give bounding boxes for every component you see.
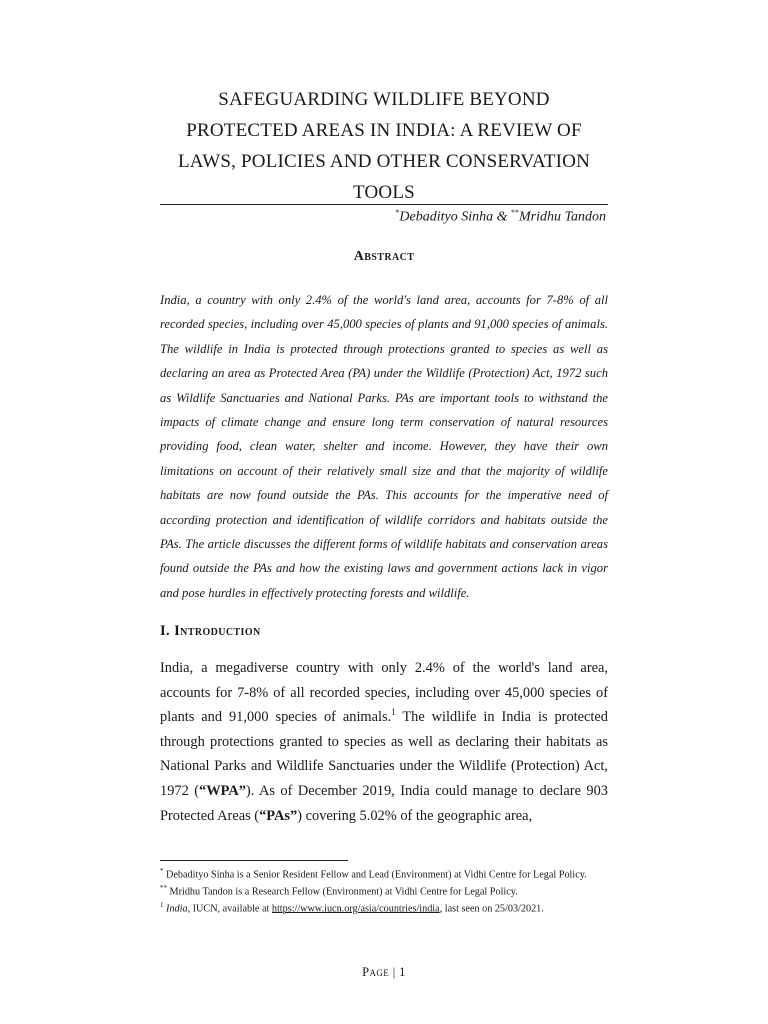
intro-text-part3: ). As of December 2019, India could manage to declare 903 Protected Areas ( xyxy=(160,782,608,824)
defined-term-wpa: “WPA” xyxy=(199,782,246,799)
footnote-url-link[interactable]: https://www.iucn.org/asia/countries/india xyxy=(271,903,440,915)
footnote-item xyxy=(160,899,608,916)
footnote-item xyxy=(160,882,608,899)
footnote-mark: ** xyxy=(160,883,167,892)
title-line: SAFEGUARDING WILDLIFE BEYOND xyxy=(218,89,550,110)
title-line: LAWS, POLICIES AND OTHER CONSERVATION xyxy=(178,151,590,172)
title-line: TOOLS xyxy=(353,182,415,203)
footnote-reference-1[interactable]: 1 xyxy=(391,707,396,718)
intro-text-part2: The wildlife in India is protected through protections granted to species as well as declaring their habitats as National Parks and Wildlife Sanctuaries under the Wildlife (Protection) Act, 1972 ( xyxy=(160,709,608,799)
page-number: 1 xyxy=(399,965,406,979)
document-title xyxy=(160,84,608,208)
footnote-text: Mridhu Tandon is a Research Fellow (Environment) at Vidhi Centre for Legal Policy. xyxy=(167,886,518,898)
abstract-paragraph: India, a country with only 2.4% of the world's land area, accounts for 7-8% of all recorded species, including over 45,000 species of plants and 91,000 species of animals. The wildlife in India is protected through protections granted to species as well as declaring an area as Protected Area (PA) under the Wildlife (Protection) Act, 1972 such as Wildlife Sanctuaries and National Parks. PAs are important tools to withstand the impacts of climate change and ensure long term conservation of natural resources providing food, clean water, shelter and income. However, they have their own limitations on account of their relatively small size and that the majority of wildlife habitats are now found outside the PAs. This accounts for the imperative need of according protection and identification of wildlife corridors and habitats outside the PAs. The article discusses the different forms of wildlife habitats and conservation areas found outside the PAs and how the existing laws and government actions lack in vigor and pose hurdles in effectively protecting forests and wildlife. xyxy=(160,293,608,600)
title-divider xyxy=(160,204,608,205)
author-byline xyxy=(395,208,606,226)
intro-text-part4: ) covering 5.02% of the geographic area, xyxy=(297,807,533,824)
footnote-divider xyxy=(160,860,348,861)
author-separator: & xyxy=(493,209,511,225)
footnotes xyxy=(160,865,608,916)
footnote-text: , IUCN, available at xyxy=(187,903,272,915)
abstract-heading: Abstract xyxy=(353,249,415,264)
author2-footnote-mark: ** xyxy=(510,208,519,217)
intro-text-part1: India, a megadiverse country with only 2.4% of the world's land area, accounts for 7-8% of all recorded species, including over 45,000 species of plants and 91,000 species of animals. xyxy=(160,660,608,726)
footnote-source-title: India xyxy=(163,903,188,915)
footnote-text: , last seen on 25/03/2021. xyxy=(439,903,544,915)
defined-term-pas: “PAs” xyxy=(259,807,298,824)
footnote-text: Debadityo Sinha is a Senior Resident Fellow and Lead (Environment) at Vidhi Centre for Legal Policy. xyxy=(163,869,587,881)
page-footer xyxy=(0,965,768,980)
footnote-mark: * xyxy=(160,867,164,875)
page-separator: | xyxy=(389,965,400,979)
introduction-paragraph xyxy=(160,656,608,828)
footnote-mark: 1 xyxy=(160,900,164,909)
author1-footnote-mark: * xyxy=(395,208,400,217)
title-line: PROTECTED AREAS IN INDIA: A REVIEW OF xyxy=(186,120,582,141)
footnote-item xyxy=(160,865,608,882)
page-label: Page xyxy=(362,965,390,979)
author1-name: Debadityo Sinha xyxy=(399,209,494,225)
introduction-heading: I. Introduction xyxy=(160,623,261,639)
author2-name: Mridhu Tandon xyxy=(518,209,606,225)
